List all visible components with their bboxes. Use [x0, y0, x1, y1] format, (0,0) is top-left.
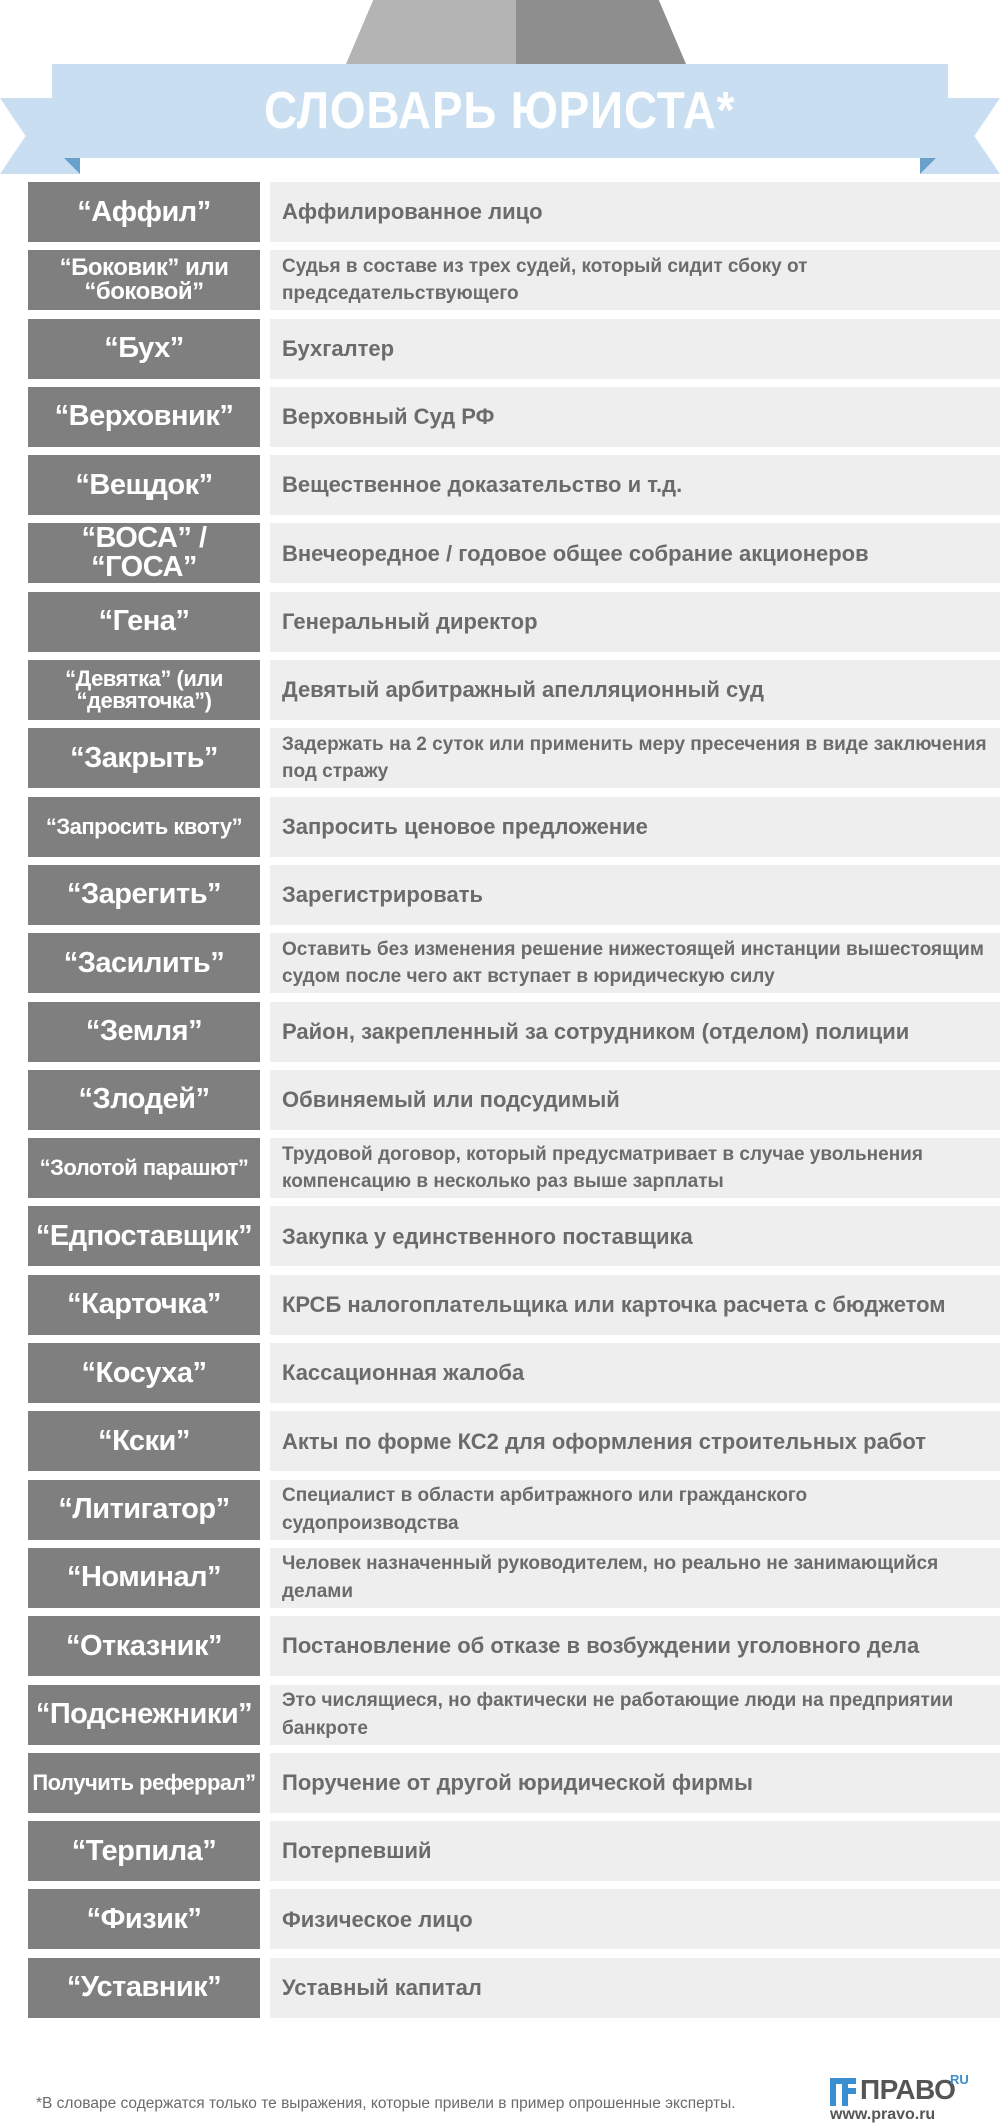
term-definition: Судья в составе из трех судей, который сидит сбоку от председательствующего	[270, 250, 1000, 310]
term-label: “Косуха”	[28, 1343, 260, 1403]
term-definition: Генеральный директор	[270, 592, 1000, 652]
pravo-logo-icon	[830, 2078, 856, 2106]
glossary-row	[28, 1616, 1000, 1676]
term-label: “Запросить квоту”	[28, 797, 260, 857]
term-definition: Уставный капитал	[270, 1958, 1000, 2018]
glossary-row	[28, 797, 1000, 857]
term-definition: Закупка у единственного поставщика	[270, 1206, 1000, 1266]
glossary-row	[28, 1821, 1000, 1881]
glossary-row	[28, 933, 1000, 993]
term-definition: Аффилированное лицо	[270, 182, 1000, 242]
term-label: Получить реферрал”	[28, 1753, 260, 1813]
term-label: “Отказник”	[28, 1616, 260, 1676]
glossary-row	[28, 1206, 1000, 1266]
term-definition: Обвиняемый или подсудимый	[270, 1070, 1000, 1130]
logo-name: ПРАВО	[860, 2074, 956, 2105]
glossary-row	[28, 592, 1000, 652]
term-definition: Девятый арбитражный апелляционный суд	[270, 660, 1000, 720]
term-label: “Едпоставщик”	[28, 1206, 260, 1266]
term-definition: Физическое лицо	[270, 1889, 1000, 1949]
term-label: “Злодей”	[28, 1070, 260, 1130]
term-label: “Боковик” или “боковой”	[28, 250, 260, 310]
glossary-row	[28, 523, 1000, 583]
glossary-row	[28, 1753, 1000, 1813]
term-definition: Поручение от другой юридической фирмы	[270, 1753, 1000, 1813]
logo-url: www.pravo.ru	[830, 2106, 936, 2123]
glossary-row	[28, 1070, 1000, 1130]
glossary-row	[28, 250, 1000, 310]
term-label: “Закрыть”	[28, 728, 260, 788]
glossary-row	[28, 1411, 1000, 1471]
term-definition: Запросить ценовое предложение	[270, 797, 1000, 857]
glossary-row	[28, 1685, 1000, 1745]
term-label: “Верховник”	[28, 387, 260, 447]
glossary-row	[28, 455, 1000, 515]
glossary-row	[28, 1958, 1000, 2018]
term-definition: Трудовой договор, который предусматривает в случае увольнения компенсацию в несколько раз выше зарплаты	[270, 1138, 1000, 1198]
term-label: “Литигатор”	[28, 1480, 260, 1540]
term-label: “Девятка” (или “девяточка”)	[28, 660, 260, 720]
term-definition: КРСБ налогоплательщика или карточка расчета с бюджетом	[270, 1275, 1000, 1335]
term-label: “Аффил”	[28, 182, 260, 242]
term-definition: Вещественное доказательство и т.д.	[270, 455, 1000, 515]
term-label: “Золотой парашют”	[28, 1138, 260, 1198]
term-label: “Подснежники”	[28, 1685, 260, 1745]
term-label: “Кски”	[28, 1411, 260, 1471]
term-definition: Кассационная жалоба	[270, 1343, 1000, 1403]
glossary-row	[28, 1275, 1000, 1335]
glossary-row	[28, 660, 1000, 720]
term-definition: Оставить без изменения решение нижестоящей инстанции вышестоящим судом после чего акт вступает в юридическую силу	[270, 933, 1000, 993]
glossary-row	[28, 182, 1000, 242]
title-ribbon	[52, 64, 948, 158]
glossary-row	[28, 1343, 1000, 1403]
term-label: “ВОСА” / “ГОСА”	[28, 523, 260, 583]
term-definition: Человек назначенный руководителем, но реально не занимающийся делами	[270, 1548, 1000, 1608]
term-label: “Засилить”	[28, 933, 260, 993]
glossary-row	[28, 1002, 1000, 1062]
term-definition: Верховный Суд РФ	[270, 387, 1000, 447]
term-definition: Бухгалтер	[270, 319, 1000, 379]
term-definition: Постановление об отказе в возбуждении уголовного дела	[270, 1616, 1000, 1676]
term-label: “Гена”	[28, 592, 260, 652]
term-label: “Физик”	[28, 1889, 260, 1949]
term-definition: Потерпевший	[270, 1821, 1000, 1881]
glossary-row	[28, 728, 1000, 788]
term-label: “Земля”	[28, 1002, 260, 1062]
term-label: “Зарегить”	[28, 865, 260, 925]
term-definition: Задержать на 2 суток или применить меру пресечения в виде заключения под стражу	[270, 728, 1000, 788]
glossary-row	[28, 865, 1000, 925]
page-title: СЛОВАРЬ ЮРИСТА*	[264, 82, 736, 140]
term-label: “Вещдок”	[28, 455, 260, 515]
glossary-row	[28, 319, 1000, 379]
header-banner-top	[346, 0, 686, 64]
term-label: “Терпила”	[28, 1821, 260, 1881]
term-definition: Специалист в области арбитражного или гражданского судопроизводства	[270, 1480, 1000, 1540]
logo-suffix: RU	[950, 2072, 969, 2087]
term-definition: Зарегистрировать	[270, 865, 1000, 925]
footnote: *В словаре содержатся только те выражения, которые привели в пример опрошенные эксперты.	[36, 2095, 736, 2112]
glossary-table	[28, 182, 1000, 2026]
glossary-row	[28, 387, 1000, 447]
term-definition: Внечеоредное / годовое общее собрание акционеров	[270, 523, 1000, 583]
term-label: “Номинал”	[28, 1548, 260, 1608]
term-label: “Карточка”	[28, 1275, 260, 1335]
pravo-logo	[830, 2072, 990, 2123]
term-definition: Это числящиеся, но фактически не работающие люди на предприятии банкроте	[270, 1685, 1000, 1745]
term-label: “Уставник”	[28, 1958, 260, 2018]
term-definition: Район, закрепленный за сотрудником (отделом) полиции	[270, 1002, 1000, 1062]
glossary-row	[28, 1480, 1000, 1540]
term-definition: Акты по форме КС2 для оформления строительных работ	[270, 1411, 1000, 1471]
glossary-row	[28, 1548, 1000, 1608]
glossary-row	[28, 1889, 1000, 1949]
glossary-row	[28, 1138, 1000, 1198]
term-label: “Бух”	[28, 319, 260, 379]
